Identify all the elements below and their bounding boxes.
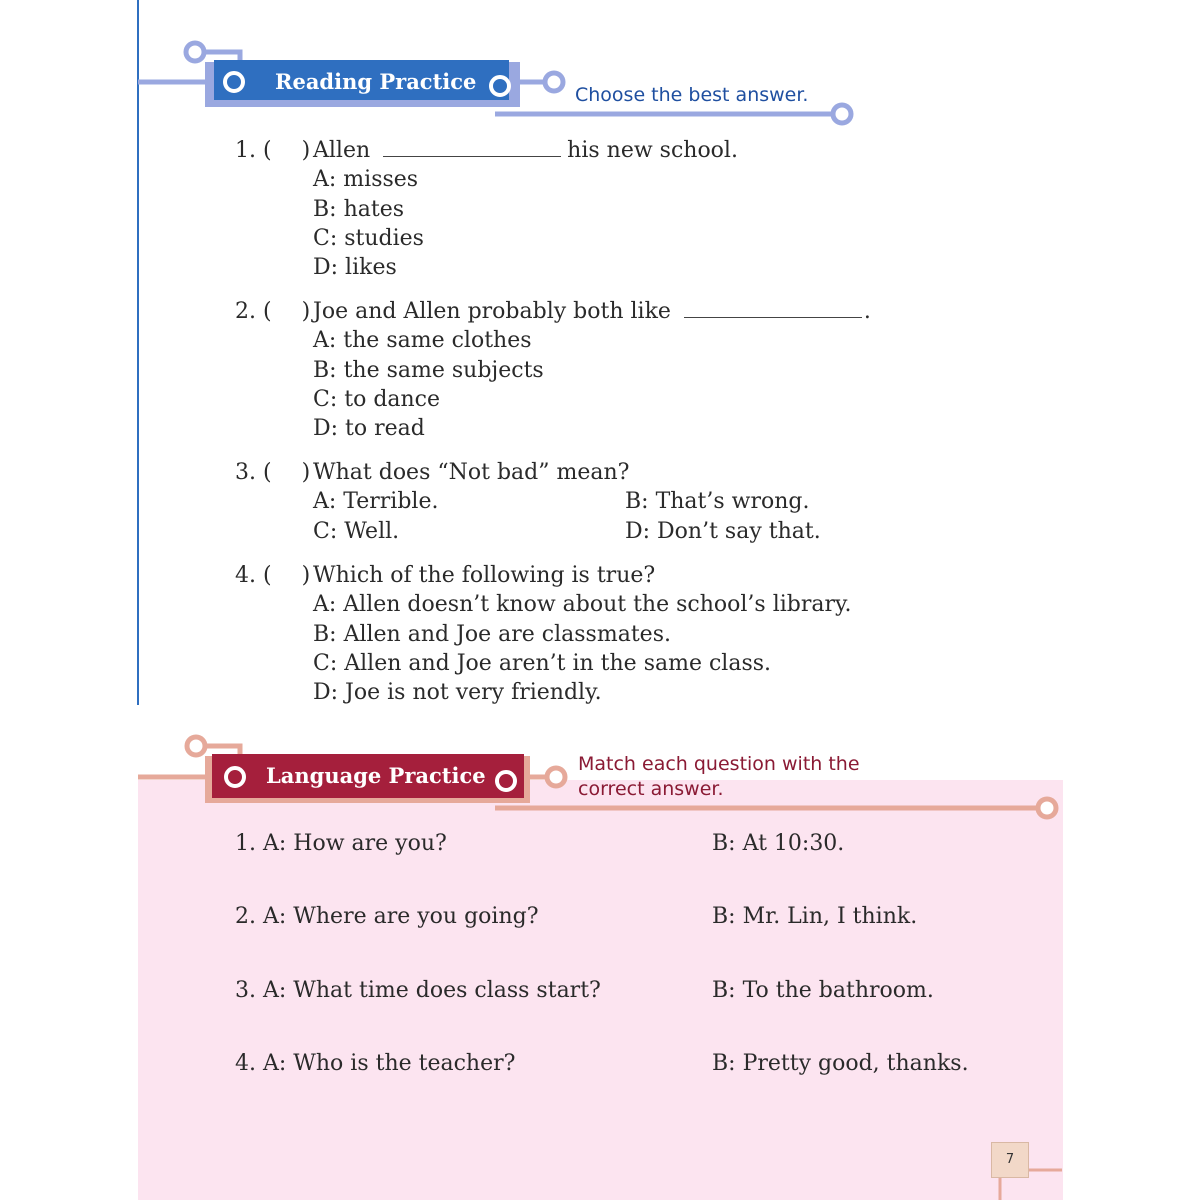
question-stem: Which of the following is true? — [313, 563, 656, 588]
match-answer-4: B: Pretty good, thanks. — [712, 1051, 969, 1076]
question-number: 1. ( ) — [235, 138, 311, 163]
option-b: B: That’s wrong. — [625, 489, 810, 515]
match-answer-2: B: Mr. Lin, I think. — [712, 904, 918, 929]
match-question-2: 2. A: Where are you going? — [235, 904, 539, 929]
question-stem: Joe and Allen probably both like — [313, 299, 671, 324]
option-c: C: Well. — [313, 518, 400, 544]
option-b: B: the same subjects — [313, 357, 544, 383]
language-instruction-line-2: correct answer. — [578, 778, 724, 800]
option-d: D: Don’t say that. — [625, 518, 821, 544]
reading-instruction: Choose the best answer. — [575, 84, 809, 106]
option-a: A: the same clothes — [313, 328, 532, 354]
option-a: A: misses — [313, 167, 419, 193]
match-question-1: 1. A: How are you? — [235, 831, 447, 856]
language-instruction-line-1: Match each question with the — [578, 753, 860, 775]
question-number: 4. ( ) — [235, 563, 311, 588]
question-stem: Allen — [313, 138, 371, 163]
match-answer-3: B: To the bathroom. — [712, 978, 934, 1003]
question-number: 3. ( ) — [235, 460, 311, 485]
match-answer-1: B: At 10:30. — [712, 831, 845, 856]
match-question-3: 3. A: What time does class start? — [235, 978, 601, 1003]
option-d: D: likes — [313, 255, 397, 281]
option-c: C: Allen and Joe aren’t in the same class. — [313, 650, 772, 676]
question-stem: What does “Not bad” mean? — [313, 460, 630, 485]
option-c: C: to dance — [313, 386, 441, 412]
question-number: 2. ( ) — [235, 299, 311, 324]
option-d: D: to read — [313, 416, 425, 442]
option-b: B: hates — [313, 196, 405, 222]
option-b: B: Allen and Joe are classmates. — [313, 621, 671, 647]
option-a: A: Terrible. — [313, 489, 439, 515]
question-stem-end: . — [863, 299, 871, 324]
language-practice-title: Language Practice — [266, 763, 486, 788]
reading-practice-title: Reading Practice — [275, 69, 477, 94]
option-a: A: Allen doesn’t know about the school’s library. — [313, 592, 852, 618]
match-question-4: 4. A: Who is the teacher? — [235, 1051, 516, 1076]
question-stem-end: his new school. — [567, 138, 738, 163]
page-number: 7 — [991, 1142, 1029, 1178]
option-d: D: Joe is not very friendly. — [313, 680, 602, 706]
option-c: C: studies — [313, 225, 424, 251]
